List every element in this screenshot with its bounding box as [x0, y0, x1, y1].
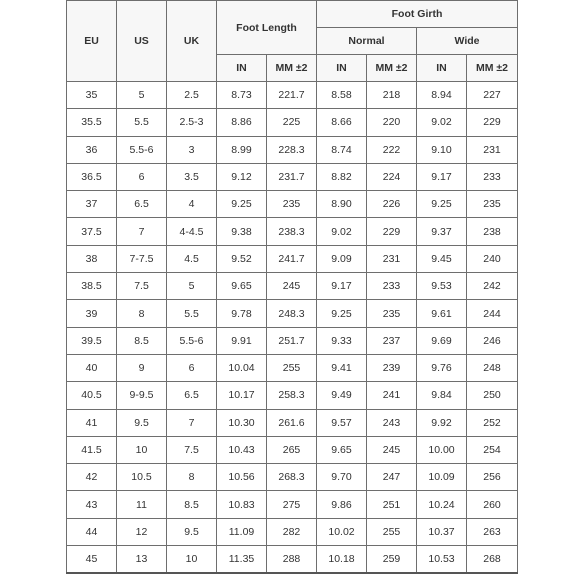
cell-normal-girth-mm: 243 — [367, 409, 417, 436]
table-row — [67, 491, 518, 518]
header-eu: EU — [67, 1, 117, 82]
cell-us-size: 6.5 — [117, 191, 167, 218]
cell-length-in: 10.83 — [217, 491, 267, 518]
cell-wide-girth-mm: 227 — [467, 82, 518, 109]
header-normal-mm: MM ±2 — [367, 55, 417, 82]
cell-wide-girth-mm: 238 — [467, 218, 518, 245]
cell-eu-size: 35.5 — [67, 109, 117, 136]
cell-normal-girth-mm: 224 — [367, 163, 417, 190]
cell-normal-girth-mm: 245 — [367, 436, 417, 463]
cell-length-mm: 235 — [267, 191, 317, 218]
cell-normal-girth-mm: 251 — [367, 491, 417, 518]
cell-eu-size: 37 — [67, 191, 117, 218]
cell-us-size: 6 — [117, 163, 167, 190]
cell-eu-size: 40 — [67, 354, 117, 381]
cell-normal-girth-mm: 220 — [367, 109, 417, 136]
cell-us-size: 10 — [117, 436, 167, 463]
cell-length-in: 10.04 — [217, 354, 267, 381]
cell-us-size: 9.5 — [117, 409, 167, 436]
cell-us-size: 9-9.5 — [117, 382, 167, 409]
cell-length-mm: 221.7 — [267, 82, 317, 109]
cell-length-mm: 268.3 — [267, 464, 317, 491]
table-row — [67, 409, 518, 436]
cell-uk-size: 4.5 — [167, 245, 217, 272]
cell-eu-size: 42 — [67, 464, 117, 491]
cell-length-in: 10.56 — [217, 464, 267, 491]
cell-eu-size: 39 — [67, 300, 117, 327]
cell-normal-girth-in: 8.58 — [317, 82, 367, 109]
cell-eu-size: 36.5 — [67, 163, 117, 190]
cell-normal-girth-mm: 231 — [367, 245, 417, 272]
cell-normal-girth-in: 9.17 — [317, 273, 367, 300]
cell-length-in: 10.17 — [217, 382, 267, 409]
cell-wide-girth-mm: 256 — [467, 464, 518, 491]
header-foot-length: Foot Length — [217, 1, 317, 55]
cell-length-in: 10.43 — [217, 436, 267, 463]
cell-normal-girth-mm: 233 — [367, 273, 417, 300]
header-wide-mm: MM ±2 — [467, 55, 518, 82]
header-wide-in: IN — [417, 55, 467, 82]
table-row — [67, 464, 518, 491]
cell-wide-girth-in: 9.69 — [417, 327, 467, 354]
cell-uk-size: 4-4.5 — [167, 218, 217, 245]
cell-uk-size: 7 — [167, 409, 217, 436]
cell-normal-girth-in: 9.57 — [317, 409, 367, 436]
cell-normal-girth-mm: 237 — [367, 327, 417, 354]
cell-normal-girth-in: 9.49 — [317, 382, 367, 409]
cell-normal-girth-in: 9.41 — [317, 354, 367, 381]
header-length-mm: MM ±2 — [267, 55, 317, 82]
cell-normal-girth-mm: 226 — [367, 191, 417, 218]
table-row — [67, 300, 518, 327]
cell-length-mm: 288 — [267, 546, 317, 573]
cell-uk-size: 8.5 — [167, 491, 217, 518]
cell-wide-girth-in: 9.53 — [417, 273, 467, 300]
cell-wide-girth-in: 9.02 — [417, 109, 467, 136]
cell-us-size: 11 — [117, 491, 167, 518]
cell-length-in: 9.12 — [217, 163, 267, 190]
cell-length-in: 9.52 — [217, 245, 267, 272]
table-row — [67, 136, 518, 163]
cell-eu-size: 38 — [67, 245, 117, 272]
cell-normal-girth-in: 10.18 — [317, 546, 367, 573]
cell-length-in: 10.30 — [217, 409, 267, 436]
cell-eu-size: 41 — [67, 409, 117, 436]
cell-length-mm: 231.7 — [267, 163, 317, 190]
cell-us-size: 10.5 — [117, 464, 167, 491]
table-row — [67, 273, 518, 300]
table-row — [67, 191, 518, 218]
table-row — [67, 436, 518, 463]
cell-uk-size: 5.5 — [167, 300, 217, 327]
cell-eu-size: 45 — [67, 546, 117, 573]
cell-wide-girth-mm: 252 — [467, 409, 518, 436]
cell-wide-girth-in: 10.09 — [417, 464, 467, 491]
cell-normal-girth-mm: 218 — [367, 82, 417, 109]
cell-eu-size: 41.5 — [67, 436, 117, 463]
cell-normal-girth-mm: 235 — [367, 300, 417, 327]
cell-length-mm: 225 — [267, 109, 317, 136]
cell-uk-size: 4 — [167, 191, 217, 218]
table-row — [67, 163, 518, 190]
cell-us-size: 5.5 — [117, 109, 167, 136]
cell-normal-girth-mm: 255 — [367, 518, 417, 545]
cell-normal-girth-mm: 222 — [367, 136, 417, 163]
size-chart-table — [66, 0, 518, 574]
cell-normal-girth-in: 9.09 — [317, 245, 367, 272]
cell-wide-girth-in: 9.17 — [417, 163, 467, 190]
header-normal-in: IN — [317, 55, 367, 82]
cell-uk-size: 3.5 — [167, 163, 217, 190]
cell-normal-girth-in: 8.66 — [317, 109, 367, 136]
cell-normal-girth-in: 9.70 — [317, 464, 367, 491]
cell-eu-size: 43 — [67, 491, 117, 518]
cell-eu-size: 38.5 — [67, 273, 117, 300]
cell-length-in: 8.73 — [217, 82, 267, 109]
cell-wide-girth-mm: 248 — [467, 354, 518, 381]
cell-wide-girth-in: 10.53 — [417, 546, 467, 573]
cell-uk-size: 6 — [167, 354, 217, 381]
cell-uk-size: 7.5 — [167, 436, 217, 463]
cell-length-mm: 248.3 — [267, 300, 317, 327]
cell-length-in: 8.86 — [217, 109, 267, 136]
cell-us-size: 5.5-6 — [117, 136, 167, 163]
size-chart-body — [67, 82, 518, 573]
header-foot-girth: Foot Girth — [317, 1, 518, 28]
cell-uk-size: 9.5 — [167, 518, 217, 545]
cell-length-mm: 275 — [267, 491, 317, 518]
cell-normal-girth-mm: 229 — [367, 218, 417, 245]
cell-length-in: 9.91 — [217, 327, 267, 354]
cell-wide-girth-in: 9.76 — [417, 354, 467, 381]
cell-uk-size: 8 — [167, 464, 217, 491]
cell-eu-size: 37.5 — [67, 218, 117, 245]
header-normal: Normal — [317, 28, 417, 55]
cell-length-mm: 228.3 — [267, 136, 317, 163]
cell-normal-girth-in: 8.74 — [317, 136, 367, 163]
cell-uk-size: 2.5-3 — [167, 109, 217, 136]
cell-normal-girth-in: 9.33 — [317, 327, 367, 354]
cell-length-in: 9.38 — [217, 218, 267, 245]
table-row — [67, 382, 518, 409]
cell-us-size: 9 — [117, 354, 167, 381]
cell-length-in: 9.78 — [217, 300, 267, 327]
cell-wide-girth-mm: 242 — [467, 273, 518, 300]
table-row — [67, 546, 518, 573]
cell-us-size: 7 — [117, 218, 167, 245]
cell-length-mm: 251.7 — [267, 327, 317, 354]
cell-wide-girth-in: 9.61 — [417, 300, 467, 327]
cell-normal-girth-mm: 241 — [367, 382, 417, 409]
cell-wide-girth-in: 10.37 — [417, 518, 467, 545]
cell-normal-girth-in: 10.02 — [317, 518, 367, 545]
table-row — [67, 82, 518, 109]
cell-uk-size: 6.5 — [167, 382, 217, 409]
cell-length-in: 11.09 — [217, 518, 267, 545]
cell-wide-girth-in: 8.94 — [417, 82, 467, 109]
table-row — [67, 245, 518, 272]
cell-wide-girth-mm: 229 — [467, 109, 518, 136]
cell-uk-size: 3 — [167, 136, 217, 163]
cell-wide-girth-mm: 235 — [467, 191, 518, 218]
cell-length-in: 8.99 — [217, 136, 267, 163]
cell-length-in: 11.35 — [217, 546, 267, 573]
cell-length-mm: 265 — [267, 436, 317, 463]
cell-normal-girth-mm: 259 — [367, 546, 417, 573]
cell-uk-size: 5 — [167, 273, 217, 300]
cell-us-size: 8.5 — [117, 327, 167, 354]
cell-wide-girth-mm: 231 — [467, 136, 518, 163]
cell-uk-size: 5.5-6 — [167, 327, 217, 354]
cell-normal-girth-in: 9.02 — [317, 218, 367, 245]
table-row — [67, 218, 518, 245]
cell-normal-girth-in: 9.86 — [317, 491, 367, 518]
cell-eu-size: 36 — [67, 136, 117, 163]
cell-us-size: 12 — [117, 518, 167, 545]
cell-uk-size: 10 — [167, 546, 217, 573]
table-row — [67, 109, 518, 136]
cell-length-mm: 261.6 — [267, 409, 317, 436]
cell-wide-girth-in: 9.37 — [417, 218, 467, 245]
cell-wide-girth-mm: 268 — [467, 546, 518, 573]
cell-eu-size: 39.5 — [67, 327, 117, 354]
cell-eu-size: 44 — [67, 518, 117, 545]
cell-wide-girth-in: 10.24 — [417, 491, 467, 518]
cell-us-size: 7.5 — [117, 273, 167, 300]
cell-us-size: 7-7.5 — [117, 245, 167, 272]
cell-wide-girth-in: 9.25 — [417, 191, 467, 218]
cell-length-mm: 241.7 — [267, 245, 317, 272]
cell-wide-girth-mm: 233 — [467, 163, 518, 190]
cell-us-size: 5 — [117, 82, 167, 109]
cell-wide-girth-mm: 244 — [467, 300, 518, 327]
header-length-in: IN — [217, 55, 267, 82]
cell-normal-girth-in: 8.90 — [317, 191, 367, 218]
cell-normal-girth-in: 8.82 — [317, 163, 367, 190]
cell-normal-girth-in: 9.65 — [317, 436, 367, 463]
header-uk: UK — [167, 1, 217, 82]
cell-wide-girth-in: 9.84 — [417, 382, 467, 409]
table-row — [67, 327, 518, 354]
cell-wide-girth-mm: 240 — [467, 245, 518, 272]
cell-wide-girth-in: 10.00 — [417, 436, 467, 463]
cell-length-in: 9.65 — [217, 273, 267, 300]
cell-wide-girth-mm: 260 — [467, 491, 518, 518]
cell-eu-size: 40.5 — [67, 382, 117, 409]
cell-eu-size: 35 — [67, 82, 117, 109]
cell-length-mm: 238.3 — [267, 218, 317, 245]
cell-wide-girth-mm: 263 — [467, 518, 518, 545]
cell-normal-girth-mm: 239 — [367, 354, 417, 381]
cell-length-mm: 245 — [267, 273, 317, 300]
cell-length-mm: 282 — [267, 518, 317, 545]
size-chart-header — [67, 1, 518, 82]
cell-uk-size: 2.5 — [167, 82, 217, 109]
cell-wide-girth-in: 9.92 — [417, 409, 467, 436]
cell-wide-girth-mm: 250 — [467, 382, 518, 409]
table-row — [67, 354, 518, 381]
cell-length-mm: 255 — [267, 354, 317, 381]
table-row — [67, 518, 518, 545]
header-wide: Wide — [417, 28, 518, 55]
header-us: US — [117, 1, 167, 82]
cell-wide-girth-mm: 246 — [467, 327, 518, 354]
cell-wide-girth-in: 9.45 — [417, 245, 467, 272]
cell-length-mm: 258.3 — [267, 382, 317, 409]
cell-length-in: 9.25 — [217, 191, 267, 218]
cell-us-size: 13 — [117, 546, 167, 573]
cell-us-size: 8 — [117, 300, 167, 327]
cell-wide-girth-mm: 254 — [467, 436, 518, 463]
cell-normal-girth-mm: 247 — [367, 464, 417, 491]
cell-wide-girth-in: 9.10 — [417, 136, 467, 163]
cell-normal-girth-in: 9.25 — [317, 300, 367, 327]
